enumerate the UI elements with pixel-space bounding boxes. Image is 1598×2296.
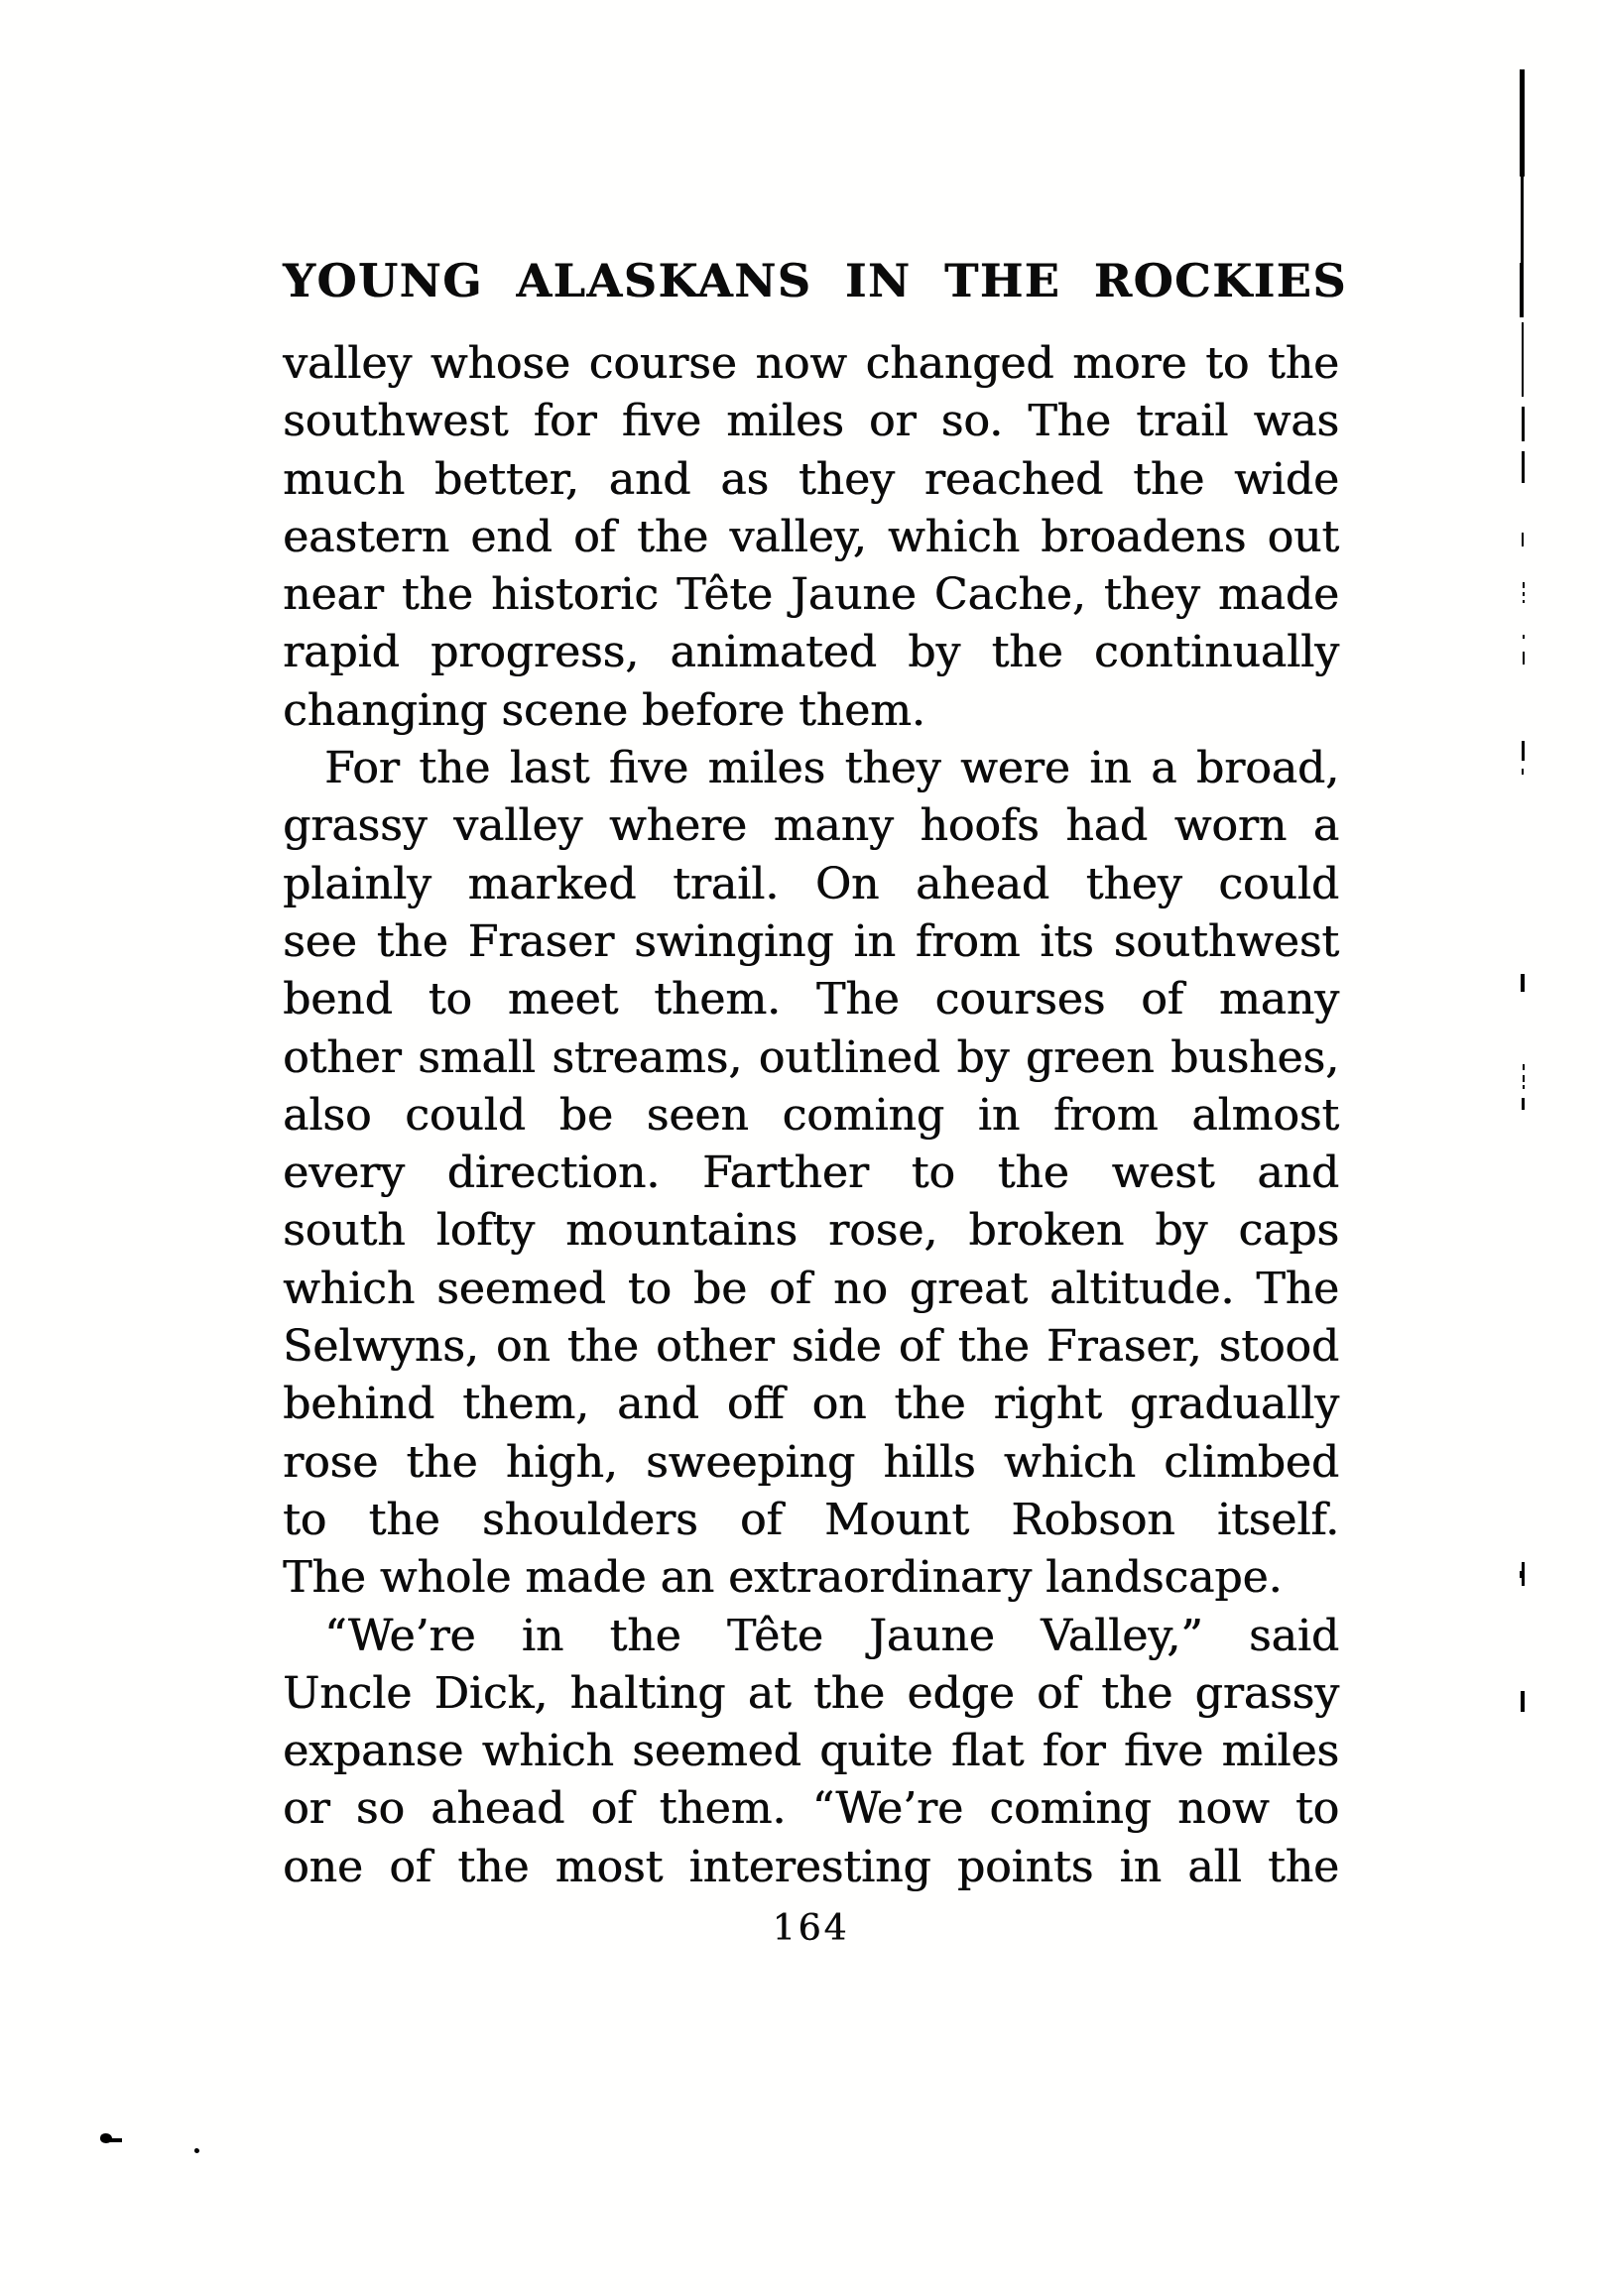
text-line: eastern end of the valley, which broadens out xyxy=(283,511,1339,562)
text-line: Selwyns, on the other side of the Fraser, stood xyxy=(283,1321,1339,1373)
text-line: also could be seen coming in from almost xyxy=(283,1089,1339,1141)
text-line: grassy valley where many hoofs had worn a xyxy=(283,800,1339,852)
text-line: one of the most interesting points in all the xyxy=(283,1841,1339,1892)
scan-mark-dot xyxy=(194,2148,199,2153)
text-line: expanse which seemed quite flat for five miles xyxy=(283,1726,1339,1777)
text-line: The whole made an extraordinary landscape. xyxy=(283,1552,1283,1604)
scan-artifact-line xyxy=(1523,1075,1525,1082)
scan-artifact-line xyxy=(1523,600,1525,603)
text-line: “We’re in the Tête Jaune Valley,” said xyxy=(324,1610,1339,1661)
text-line: much better, and as they reached the wide xyxy=(283,453,1339,505)
scan-artifact-line xyxy=(1522,322,1524,397)
text-line: valley whose course now changed more to the xyxy=(283,338,1339,389)
text-line: near the historic Tête Jaune Cache, they made xyxy=(283,569,1339,621)
text-line: rapid progress, animated by the continually xyxy=(283,627,1339,678)
text-line: southwest for five miles or so. The trail was xyxy=(283,396,1339,447)
text-line: Uncle Dick, halting at the edge of the grassy xyxy=(283,1667,1339,1719)
text-line: every direction. Farther to the west and xyxy=(283,1148,1339,1199)
scan-artifact-line xyxy=(1523,652,1525,665)
scan-artifact-line xyxy=(1523,1064,1525,1070)
scan-artifact-line xyxy=(1523,1085,1525,1089)
scan-artifact-line xyxy=(1522,451,1525,483)
paragraph xyxy=(283,1608,1339,1896)
page-number: 164 xyxy=(772,1908,850,1949)
text-line: behind them, and off on the right gradually xyxy=(283,1379,1339,1430)
paragraph xyxy=(283,335,1339,740)
text-line: which seemed to be of no great altitude. The xyxy=(283,1263,1339,1314)
text-line: other small streams, outlined by green bushes, xyxy=(283,1031,1339,1083)
text-line: or so ahead of them. “We’re coming now to xyxy=(283,1783,1339,1835)
scan-artifact-line xyxy=(1522,1098,1525,1110)
scan-artifact-line xyxy=(1523,592,1525,596)
body-text xyxy=(283,335,1339,1896)
scan-artifact-line xyxy=(1523,582,1525,588)
text-line: bend to meet them. The courses of many xyxy=(283,974,1339,1026)
text-line: For the last five miles they were in a broad, xyxy=(324,743,1339,794)
scan-artifact-line xyxy=(1522,741,1525,761)
text-line: to the shoulders of Mount Robson itself. xyxy=(283,1494,1339,1545)
paragraph xyxy=(283,740,1339,1607)
scan-artifact-line xyxy=(1521,1691,1525,1712)
scan-artifact-line xyxy=(1522,769,1524,775)
text-line: see the Fraser swinging in from its southwest xyxy=(283,915,1339,967)
scan-artifact-line xyxy=(1521,177,1524,263)
text-line: south lofty mountains rose, broken by caps xyxy=(283,1205,1339,1257)
text-line: plainly marked trail. On ahead they could xyxy=(283,858,1339,909)
scan-artifact-line xyxy=(1520,69,1525,177)
scan-artifact-line xyxy=(1523,635,1525,639)
scan-mark-dash xyxy=(110,2138,122,2142)
scan-artifact-line xyxy=(1521,974,1525,992)
text-line: rose the high, sweeping hills which climbed xyxy=(283,1436,1339,1488)
scan-artifact-line xyxy=(1522,407,1525,441)
text-line: changing scene before them. xyxy=(283,684,925,736)
page-title: YOUNG ALASKANS IN THE ROCKIES xyxy=(283,254,1347,307)
scan-artifact-line xyxy=(1520,263,1524,317)
scan-artifact-line xyxy=(1520,1571,1525,1578)
scan-artifact-line xyxy=(1522,533,1524,546)
